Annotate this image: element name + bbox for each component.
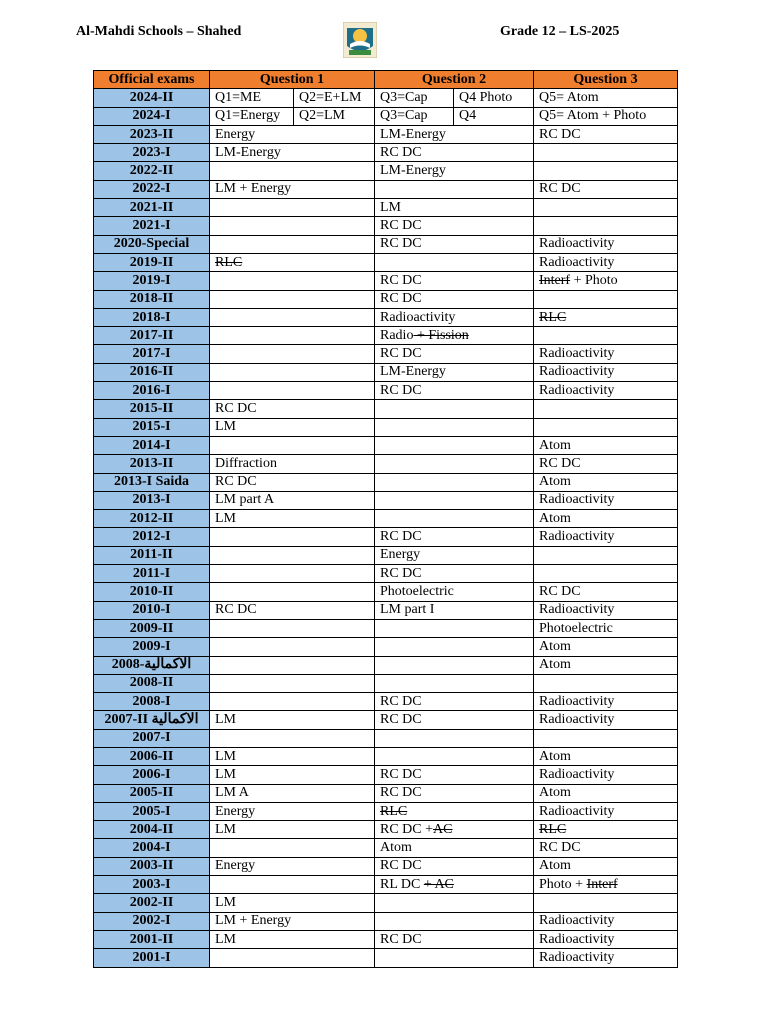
question-2-cell bbox=[375, 180, 534, 198]
question-3-cell bbox=[534, 327, 678, 345]
question-1-cell: LM bbox=[210, 821, 375, 839]
exam-table bbox=[93, 70, 678, 968]
question-2-cell bbox=[375, 491, 534, 509]
table-row bbox=[94, 839, 678, 857]
question-2-cell: RC DC bbox=[375, 235, 534, 253]
question-1-cell: LM + Energy bbox=[210, 180, 375, 198]
question-1-cell: LM bbox=[210, 766, 375, 784]
question-cell: Q4 bbox=[454, 107, 534, 125]
question-3-cell bbox=[534, 308, 678, 326]
question-3-cell: RC DC bbox=[534, 455, 678, 473]
table-row bbox=[94, 418, 678, 436]
question-2-cell bbox=[375, 656, 534, 674]
year-cell: 2001-I bbox=[94, 949, 210, 967]
question-2-cell: LM bbox=[375, 199, 534, 217]
table-row bbox=[94, 345, 678, 363]
question-3-cell bbox=[534, 674, 678, 692]
year-cell: 2021-II bbox=[94, 199, 210, 217]
year-cell: 2021-I bbox=[94, 217, 210, 235]
question-3-cell bbox=[534, 217, 678, 235]
question-2-cell: RC DC bbox=[375, 693, 534, 711]
question-2-cell: LM-Energy bbox=[375, 125, 534, 143]
question-2-cell bbox=[375, 912, 534, 930]
year-cell: 2013-II bbox=[94, 455, 210, 473]
question-1-cell bbox=[210, 308, 375, 326]
question-1-cell bbox=[210, 546, 375, 564]
question-3-cell: Radioactivity bbox=[534, 693, 678, 711]
year-cell: 2008-II bbox=[94, 674, 210, 692]
question-2-cell bbox=[375, 327, 534, 345]
table-row bbox=[94, 473, 678, 491]
question-1-cell: Diffraction bbox=[210, 455, 375, 473]
question-1-cell bbox=[210, 619, 375, 637]
question-3-cell: Atom bbox=[534, 784, 678, 802]
table-row bbox=[94, 674, 678, 692]
year-cell: 2019-I bbox=[94, 272, 210, 290]
question-1-cell bbox=[210, 583, 375, 601]
question-3-cell bbox=[534, 162, 678, 180]
table-row bbox=[94, 510, 678, 528]
table-row bbox=[94, 729, 678, 747]
year-cell: 2018-II bbox=[94, 290, 210, 308]
table-row bbox=[94, 949, 678, 967]
question-2-cell bbox=[375, 510, 534, 528]
question-3-cell bbox=[534, 821, 678, 839]
school-name: Al-Mahdi Schools – Shahed bbox=[76, 24, 242, 39]
year-cell: 2020-Special bbox=[94, 235, 210, 253]
question-1-cell bbox=[210, 253, 375, 271]
table-row bbox=[94, 619, 678, 637]
question-3-cell bbox=[534, 418, 678, 436]
year-cell: 2003-I bbox=[94, 876, 210, 894]
struck-text: RLC bbox=[539, 309, 567, 325]
question-1-cell bbox=[210, 656, 375, 674]
question-2-cell bbox=[375, 619, 534, 637]
table-row bbox=[94, 272, 678, 290]
table-row bbox=[94, 436, 678, 454]
table-row bbox=[94, 930, 678, 948]
year-cell: 2023-II bbox=[94, 125, 210, 143]
question-2-cell: RC DC bbox=[375, 528, 534, 546]
struck-text: Interf bbox=[586, 876, 618, 892]
cell-text: Photo + bbox=[539, 876, 587, 892]
struck-text: RLC bbox=[215, 254, 243, 270]
year-cell: 2003-II bbox=[94, 857, 210, 875]
question-3-cell bbox=[534, 729, 678, 747]
question-1-cell: LM bbox=[210, 711, 375, 729]
table-row bbox=[94, 784, 678, 802]
table-row bbox=[94, 894, 678, 912]
grade-label: Grade 12 – LS-2025 bbox=[500, 24, 620, 39]
question-2-cell bbox=[375, 455, 534, 473]
table-row bbox=[94, 491, 678, 509]
question-3-cell: RC DC bbox=[534, 583, 678, 601]
question-1-cell: Energy bbox=[210, 125, 375, 143]
year-cell: 2015-I bbox=[94, 418, 210, 436]
table-row bbox=[94, 583, 678, 601]
question-3-cell: Radioactivity bbox=[534, 802, 678, 820]
question-3-cell: Q5= Atom bbox=[534, 89, 678, 107]
question-cell: Q3=Cap bbox=[375, 107, 454, 125]
question-2-cell: Photoelectric bbox=[375, 583, 534, 601]
table-row bbox=[94, 638, 678, 656]
struck-text: + AC bbox=[423, 876, 454, 892]
year-cell: 2002-II bbox=[94, 894, 210, 912]
question-3-cell bbox=[534, 876, 678, 894]
table-row bbox=[94, 912, 678, 930]
question-2-cell bbox=[375, 674, 534, 692]
school-crest-icon bbox=[343, 22, 377, 58]
table-row bbox=[94, 382, 678, 400]
question-3-cell: Radioactivity bbox=[534, 949, 678, 967]
question-2-cell: RC DC bbox=[375, 382, 534, 400]
header-question-2: Question 2 bbox=[375, 71, 534, 89]
year-cell: 2017-I bbox=[94, 345, 210, 363]
table-row bbox=[94, 546, 678, 564]
question-2-cell bbox=[375, 253, 534, 271]
question-3-cell: Radioactivity bbox=[534, 711, 678, 729]
question-3-cell bbox=[534, 199, 678, 217]
year-cell: 2014-I bbox=[94, 436, 210, 454]
table-row bbox=[94, 290, 678, 308]
question-2-cell bbox=[375, 418, 534, 436]
question-1-cell bbox=[210, 729, 375, 747]
table-row bbox=[94, 400, 678, 418]
question-3-cell: Radioactivity bbox=[534, 382, 678, 400]
table-row bbox=[94, 455, 678, 473]
question-2-cell: LM-Energy bbox=[375, 162, 534, 180]
question-1-cell: Energy bbox=[210, 802, 375, 820]
year-cell: 2009-I bbox=[94, 638, 210, 656]
question-1-cell bbox=[210, 382, 375, 400]
question-1-cell bbox=[210, 876, 375, 894]
year-cell: 2013-I Saida bbox=[94, 473, 210, 491]
year-cell: 2012-I bbox=[94, 528, 210, 546]
question-cell: Q1=Energy bbox=[210, 107, 294, 125]
year-cell: 2019-II bbox=[94, 253, 210, 271]
question-1-cell bbox=[210, 363, 375, 381]
question-3-cell bbox=[534, 400, 678, 418]
question-3-cell: Radioactivity bbox=[534, 912, 678, 930]
question-3-cell: Radioactivity bbox=[534, 528, 678, 546]
question-1-cell: LM-Energy bbox=[210, 144, 375, 162]
question-2-cell bbox=[375, 894, 534, 912]
table-row bbox=[94, 89, 678, 107]
question-3-cell: Radioactivity bbox=[534, 766, 678, 784]
question-2-cell bbox=[375, 400, 534, 418]
question-2-cell: RC DC bbox=[375, 345, 534, 363]
table-row bbox=[94, 199, 678, 217]
cell-text: RC DC + bbox=[380, 821, 434, 837]
question-3-cell: Radioactivity bbox=[534, 253, 678, 271]
question-2-cell: RC DC bbox=[375, 290, 534, 308]
question-2-cell: RC DC bbox=[375, 272, 534, 290]
table-row bbox=[94, 180, 678, 198]
year-cell: 2016-II bbox=[94, 363, 210, 381]
year-cell: 2022-I bbox=[94, 180, 210, 198]
question-1-cell: Energy bbox=[210, 857, 375, 875]
question-3-cell bbox=[534, 272, 678, 290]
question-1-cell bbox=[210, 235, 375, 253]
question-2-cell bbox=[375, 473, 534, 491]
cell-text: Radio bbox=[380, 327, 414, 343]
table-row bbox=[94, 766, 678, 784]
question-cell: Q1=ME bbox=[210, 89, 294, 107]
question-2-cell: RC DC bbox=[375, 217, 534, 235]
year-cell: 2023-I bbox=[94, 144, 210, 162]
table-row bbox=[94, 217, 678, 235]
question-1-cell: LM + Energy bbox=[210, 912, 375, 930]
question-1-cell: RC DC bbox=[210, 601, 375, 619]
year-cell: 2011-II bbox=[94, 546, 210, 564]
question-1-cell bbox=[210, 949, 375, 967]
cell-text: + Photo bbox=[570, 272, 618, 288]
table-row bbox=[94, 125, 678, 143]
table-row bbox=[94, 162, 678, 180]
question-3-cell: RC DC bbox=[534, 180, 678, 198]
year-cell: 2008-I bbox=[94, 693, 210, 711]
question-1-cell bbox=[210, 272, 375, 290]
question-2-cell bbox=[375, 436, 534, 454]
table-row bbox=[94, 253, 678, 271]
question-1-cell bbox=[210, 217, 375, 235]
question-1-cell bbox=[210, 528, 375, 546]
question-1-cell bbox=[210, 674, 375, 692]
question-2-cell: RC DC bbox=[375, 565, 534, 583]
question-1-cell bbox=[210, 345, 375, 363]
table-row bbox=[94, 308, 678, 326]
table-row bbox=[94, 693, 678, 711]
question-2-cell bbox=[375, 821, 534, 839]
question-1-cell bbox=[210, 290, 375, 308]
question-2-cell: RC DC bbox=[375, 766, 534, 784]
struck-text: Interf bbox=[539, 272, 571, 288]
question-3-cell bbox=[534, 565, 678, 583]
year-cell: 2024-I bbox=[94, 107, 210, 125]
table-row bbox=[94, 876, 678, 894]
question-1-cell: RC DC bbox=[210, 473, 375, 491]
question-1-cell bbox=[210, 436, 375, 454]
table-row bbox=[94, 528, 678, 546]
question-2-cell bbox=[375, 802, 534, 820]
question-3-cell: Radioactivity bbox=[534, 930, 678, 948]
question-3-cell: Atom bbox=[534, 510, 678, 528]
question-1-cell: LM A bbox=[210, 784, 375, 802]
question-3-cell bbox=[534, 546, 678, 564]
question-3-cell: Atom bbox=[534, 747, 678, 765]
question-1-cell bbox=[210, 199, 375, 217]
question-2-cell bbox=[375, 949, 534, 967]
year-cell: 2013-I bbox=[94, 491, 210, 509]
question-1-cell bbox=[210, 327, 375, 345]
year-cell: 2010-I bbox=[94, 601, 210, 619]
year-cell: 2001-II bbox=[94, 930, 210, 948]
question-2-cell bbox=[375, 747, 534, 765]
question-3-cell: RC DC bbox=[534, 839, 678, 857]
cell-text: RL DC bbox=[380, 876, 424, 892]
table-row bbox=[94, 821, 678, 839]
table-header-row bbox=[94, 71, 678, 89]
year-cell: 2006-I bbox=[94, 766, 210, 784]
question-3-cell: Atom bbox=[534, 473, 678, 491]
table-row bbox=[94, 747, 678, 765]
year-cell: 2009-II bbox=[94, 619, 210, 637]
question-3-cell: Photoelectric bbox=[534, 619, 678, 637]
question-2-cell: Radioactivity bbox=[375, 308, 534, 326]
question-3-cell: RC DC bbox=[534, 125, 678, 143]
header-question-3: Question 3 bbox=[534, 71, 678, 89]
year-cell: 2005-I bbox=[94, 802, 210, 820]
year-cell: 2004-I bbox=[94, 839, 210, 857]
year-cell: 2010-II bbox=[94, 583, 210, 601]
question-3-cell: Atom bbox=[534, 436, 678, 454]
question-3-cell bbox=[534, 290, 678, 308]
question-1-cell: LM part A bbox=[210, 491, 375, 509]
question-1-cell bbox=[210, 638, 375, 656]
question-3-cell bbox=[534, 144, 678, 162]
question-2-cell: RC DC bbox=[375, 144, 534, 162]
question-cell: Q2=LM bbox=[294, 107, 375, 125]
question-1-cell: LM bbox=[210, 510, 375, 528]
header-official-exams: Official exams bbox=[94, 71, 210, 89]
question-cell: Q3=Cap bbox=[375, 89, 454, 107]
question-cell: Q4 Photo bbox=[454, 89, 534, 107]
question-1-cell bbox=[210, 839, 375, 857]
question-1-cell bbox=[210, 565, 375, 583]
question-2-cell: Energy bbox=[375, 546, 534, 564]
year-cell: 2011-I bbox=[94, 565, 210, 583]
question-3-cell: Atom bbox=[534, 857, 678, 875]
struck-text: + Fission bbox=[413, 327, 469, 343]
table-row bbox=[94, 601, 678, 619]
question-cell: Q2=E+LM bbox=[294, 89, 375, 107]
question-2-cell bbox=[375, 729, 534, 747]
question-2-cell: RC DC bbox=[375, 784, 534, 802]
question-2-cell: RC DC bbox=[375, 711, 534, 729]
table-row bbox=[94, 565, 678, 583]
table-row bbox=[94, 107, 678, 125]
question-2-cell: Atom bbox=[375, 839, 534, 857]
year-cell: 2022-II bbox=[94, 162, 210, 180]
table-body bbox=[94, 89, 678, 967]
header-question-1: Question 1 bbox=[210, 71, 375, 89]
table-row bbox=[94, 363, 678, 381]
question-3-cell: Radioactivity bbox=[534, 601, 678, 619]
question-2-cell: RC DC bbox=[375, 857, 534, 875]
question-3-cell: Radioactivity bbox=[534, 363, 678, 381]
table-row bbox=[94, 802, 678, 820]
question-3-cell bbox=[534, 894, 678, 912]
table-row bbox=[94, 144, 678, 162]
year-cell: 2006-II bbox=[94, 747, 210, 765]
table-row bbox=[94, 235, 678, 253]
question-1-cell: LM bbox=[210, 747, 375, 765]
table-row bbox=[94, 857, 678, 875]
year-cell: 2007-I bbox=[94, 729, 210, 747]
table-row bbox=[94, 711, 678, 729]
question-3-cell: Atom bbox=[534, 656, 678, 674]
question-1-cell: LM bbox=[210, 930, 375, 948]
struck-text: AC bbox=[433, 821, 453, 837]
question-1-cell bbox=[210, 693, 375, 711]
question-1-cell: LM bbox=[210, 894, 375, 912]
table-row bbox=[94, 327, 678, 345]
question-2-cell: LM part I bbox=[375, 601, 534, 619]
question-3-cell: Radioactivity bbox=[534, 345, 678, 363]
struck-text: RLC bbox=[539, 821, 567, 837]
year-cell: 2005-II bbox=[94, 784, 210, 802]
year-cell: 2024-II bbox=[94, 89, 210, 107]
struck-text: RLC bbox=[380, 803, 408, 819]
question-3-cell: Q5= Atom + Photo bbox=[534, 107, 678, 125]
year-cell: 2007-II الاكمالية bbox=[94, 711, 210, 729]
year-cell: 2017-II bbox=[94, 327, 210, 345]
year-cell: 2015-II bbox=[94, 400, 210, 418]
year-cell: 2002-I bbox=[94, 912, 210, 930]
question-1-cell bbox=[210, 162, 375, 180]
question-3-cell: Atom bbox=[534, 638, 678, 656]
question-1-cell: LM bbox=[210, 418, 375, 436]
year-cell: 2016-I bbox=[94, 382, 210, 400]
question-2-cell bbox=[375, 638, 534, 656]
question-3-cell: Radioactivity bbox=[534, 235, 678, 253]
question-2-cell bbox=[375, 876, 534, 894]
year-cell: 2018-I bbox=[94, 308, 210, 326]
year-cell: 2008-الاكمالية bbox=[94, 656, 210, 674]
table-row bbox=[94, 656, 678, 674]
question-2-cell: LM-Energy bbox=[375, 363, 534, 381]
question-3-cell: Radioactivity bbox=[534, 491, 678, 509]
question-2-cell: RC DC bbox=[375, 930, 534, 948]
year-cell: 2012-II bbox=[94, 510, 210, 528]
question-1-cell: RC DC bbox=[210, 400, 375, 418]
year-cell: 2004-II bbox=[94, 821, 210, 839]
